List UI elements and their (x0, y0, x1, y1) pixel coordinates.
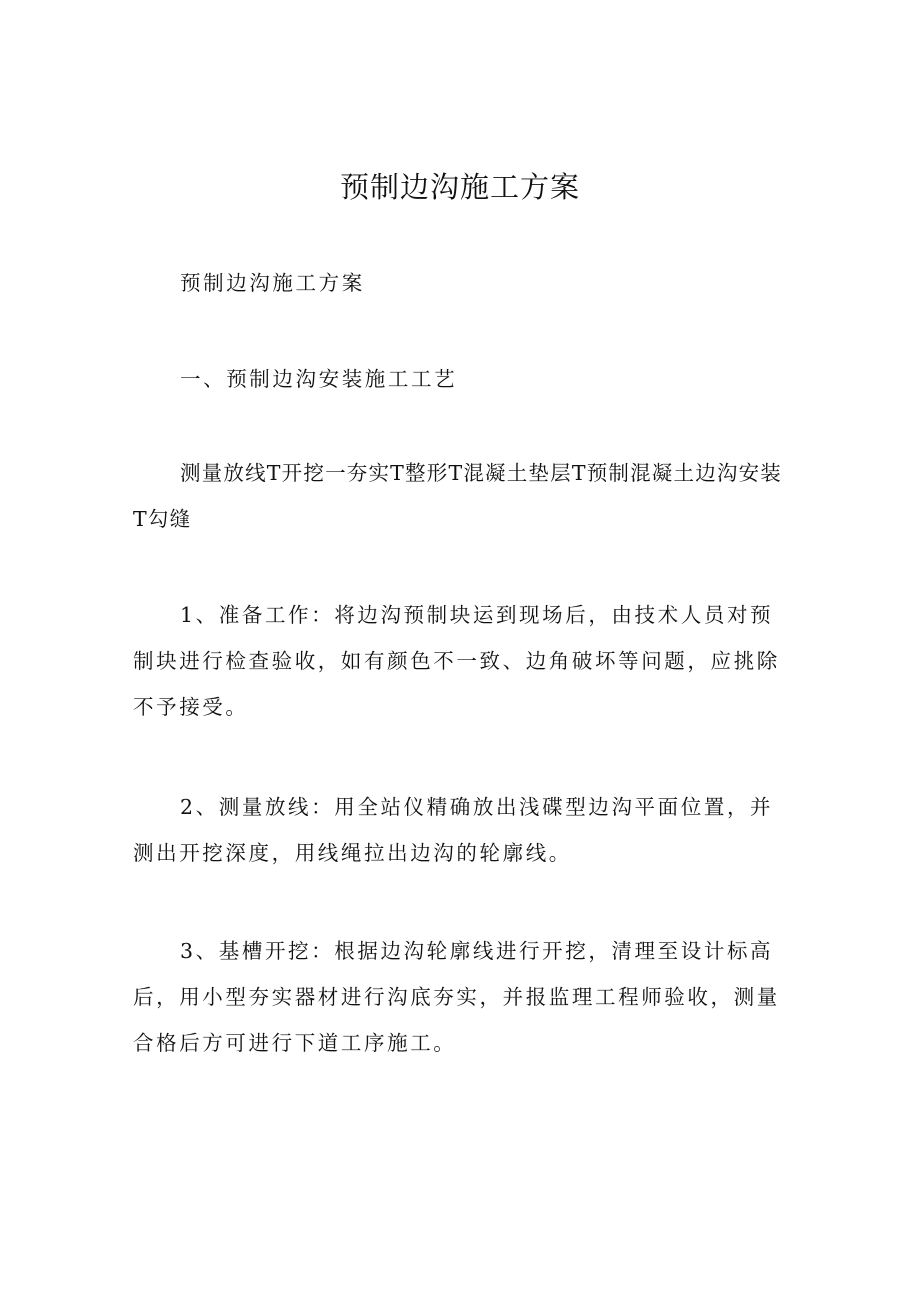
document-subtitle: 预制边沟施工方案 (180, 271, 365, 295)
step-excavation-paragraph: 3、基槽开挖：根据边沟轮廓线进行开挖，清理至设计标高后，用小型夯实器材进行沟底夯实，并报监理工程师验收，测量合格后方可进行下道工序施工。 (133, 939, 780, 1055)
step-surveying-paragraph: 2、测量放线：用全站仪精确放出浅碟型边沟平面位置，并测出开挖深度，用线绳拉出边沟的轮廓线。 (133, 795, 774, 865)
step-preparation-paragraph: 1、准备工作：将边沟预制块运到现场后，由技术人员对预制块进行检查验收，如有颜色不一致、边角破坏等问题，应挑除不予接受。 (133, 603, 780, 719)
document-title: 预制边沟施工方案 (339, 170, 580, 204)
section-heading: 一、预制边沟安装施工工艺 (180, 367, 458, 391)
process-flow-paragraph: 测量放线T开挖一夯实T整形T混凝土垫层T预制混凝土边沟安装T勾缝 (133, 461, 782, 531)
